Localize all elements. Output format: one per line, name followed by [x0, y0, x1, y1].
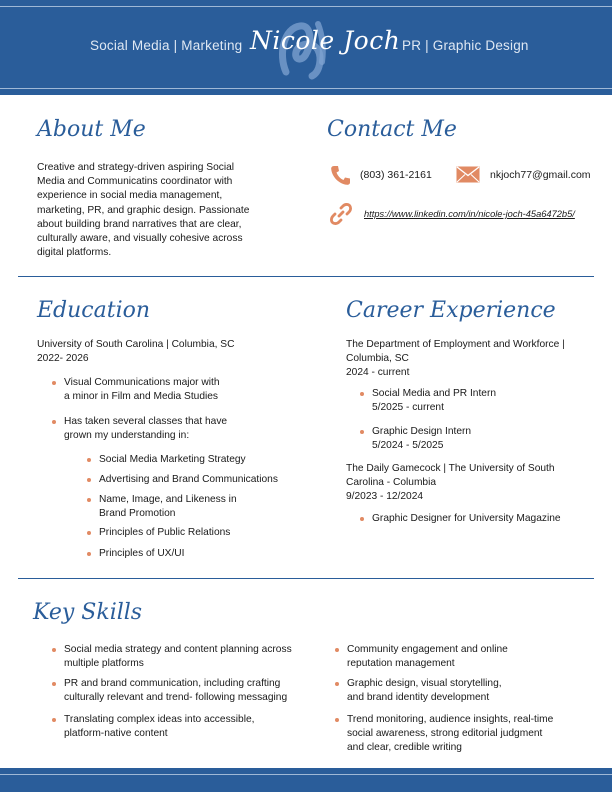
class-line: Brand Promotion [99, 508, 176, 519]
bullet-line: grown my understanding in: [64, 430, 190, 441]
section-divider [18, 578, 594, 579]
bullet-dot [52, 420, 56, 424]
bullet-dot [52, 381, 56, 385]
education-bullet [64, 376, 220, 404]
bullet-dot [52, 682, 56, 686]
skill-line: Translating complex ideas into accessible, [64, 714, 255, 725]
mail-icon [456, 166, 480, 183]
education-title: Education [37, 298, 151, 323]
class-item: Principles of UX/UI [99, 548, 185, 559]
education-bullet [64, 415, 227, 443]
skill-item [347, 713, 553, 755]
bullet-dot [52, 718, 56, 722]
skill-line: social awareness, strong editorial judgment [347, 728, 543, 739]
header-right-tagline: PR | Graphic Design [402, 38, 529, 53]
bullet-dot [360, 430, 364, 434]
skill-line: multiple platforms [64, 658, 144, 669]
bullet-dot [335, 648, 339, 652]
section-divider [18, 276, 594, 277]
bullet-dot [335, 718, 339, 722]
contact-title: Contact Me [327, 117, 457, 142]
job-dates: 2024 - current [346, 367, 410, 378]
skill-item [64, 643, 292, 671]
job-org-line: The Daily Gamecock | The University of South [346, 463, 555, 474]
education-years: 2022- 2026 [37, 353, 89, 364]
header-left-tagline: Social Media | Marketing [90, 38, 243, 53]
job-org-line: Columbia, SC [346, 353, 409, 364]
job-role [372, 387, 496, 415]
job-dates: 9/2023 - 12/2024 [346, 491, 424, 502]
skill-line: platform-native content [64, 728, 168, 739]
bullet-dot [335, 682, 339, 686]
skill-line: Social media strategy and content planning across [64, 644, 292, 655]
header-band [0, 0, 612, 95]
name-title: Nicole Joch [250, 26, 401, 55]
about-line: marketing, PR, and graphic design. Passionate [37, 204, 250, 216]
bullet-dot [52, 648, 56, 652]
bullet-dot [360, 517, 364, 521]
skill-line: culturally relevant and trend- following messaging [64, 692, 288, 703]
bullet-line: Has taken several classes that have [64, 416, 228, 427]
about-line: digital platforms. [37, 247, 112, 259]
bullet-dot [360, 392, 364, 396]
skill-item [64, 677, 287, 705]
about-paragraph [37, 161, 277, 260]
bullet-dot [87, 498, 91, 502]
about-line: Media and Communicatins coordinator with [37, 176, 233, 188]
career-title: Career Experience [346, 298, 556, 323]
job-org [346, 462, 555, 490]
education-school: University of South Carolina | Columbia, SC [37, 339, 235, 350]
about-line: about building brand narratives that are clear, [37, 218, 242, 230]
role-line: 5/2024 - 5/2025 [372, 440, 444, 451]
skill-line: and brand identity development [347, 692, 490, 703]
job-org-line: The Department of Employment and Workforce | [346, 339, 565, 350]
skill-line: Community engagement and online [347, 644, 508, 655]
skill-line: Graphic design, visual storytelling, [347, 678, 502, 689]
class-item: Social Media Marketing Strategy [99, 454, 246, 465]
bullet-dot [87, 552, 91, 556]
bullet-line: a minor in Film and Media Studies [64, 391, 219, 402]
header-rule-top [0, 6, 612, 7]
skill-line: and clear, credible writing [347, 742, 462, 753]
skill-line: Trend monitoring, audience insights, real-time [347, 714, 554, 725]
about-line: culturally aware, and visually cohesive across [37, 233, 243, 245]
role-line: Social Media and PR Intern [372, 388, 497, 399]
skills-title: Key Skills [33, 600, 143, 625]
class-item [99, 493, 237, 521]
email-address[interactable]: nkjoch77@gmail.com [490, 169, 591, 181]
linkedin-link[interactable]: https://www.linkedin.com/in/nicole-joch-45a6472b5/ [364, 209, 575, 219]
job-role: Graphic Designer for University Magazine [372, 513, 561, 524]
about-line: Creative and strategy-driven aspiring Social [37, 162, 235, 173]
about-line: experience in social media management, [37, 190, 223, 202]
job-role [372, 425, 471, 453]
skill-item [347, 643, 508, 671]
class-item: Advertising and Brand Communications [99, 474, 278, 485]
footer-band [0, 768, 612, 792]
class-item: Principles of Public Relations [99, 527, 231, 538]
bullet-dot [87, 458, 91, 462]
role-line: 5/2025 - current [372, 402, 444, 413]
skill-line: PR and brand communication, including crafting [64, 678, 281, 689]
bullet-dot [87, 531, 91, 535]
bullet-dot [87, 478, 91, 482]
skill-item [347, 677, 502, 705]
bullet-line: Visual Communications major with [64, 377, 220, 388]
class-line: Name, Image, and Likeness in [99, 494, 237, 505]
phone-number[interactable]: (803) 361-2161 [360, 169, 432, 181]
link-icon [330, 203, 352, 225]
header-rule-bottom [0, 88, 612, 89]
footer-rule [0, 774, 612, 775]
role-line: Graphic Design Intern [372, 426, 472, 437]
about-title: About Me [37, 117, 146, 142]
job-org [346, 338, 565, 366]
skill-item [64, 713, 254, 741]
skill-line: reputation management [347, 658, 455, 669]
phone-icon [330, 164, 350, 186]
job-org-line: Carolina - Columbia [346, 477, 437, 488]
